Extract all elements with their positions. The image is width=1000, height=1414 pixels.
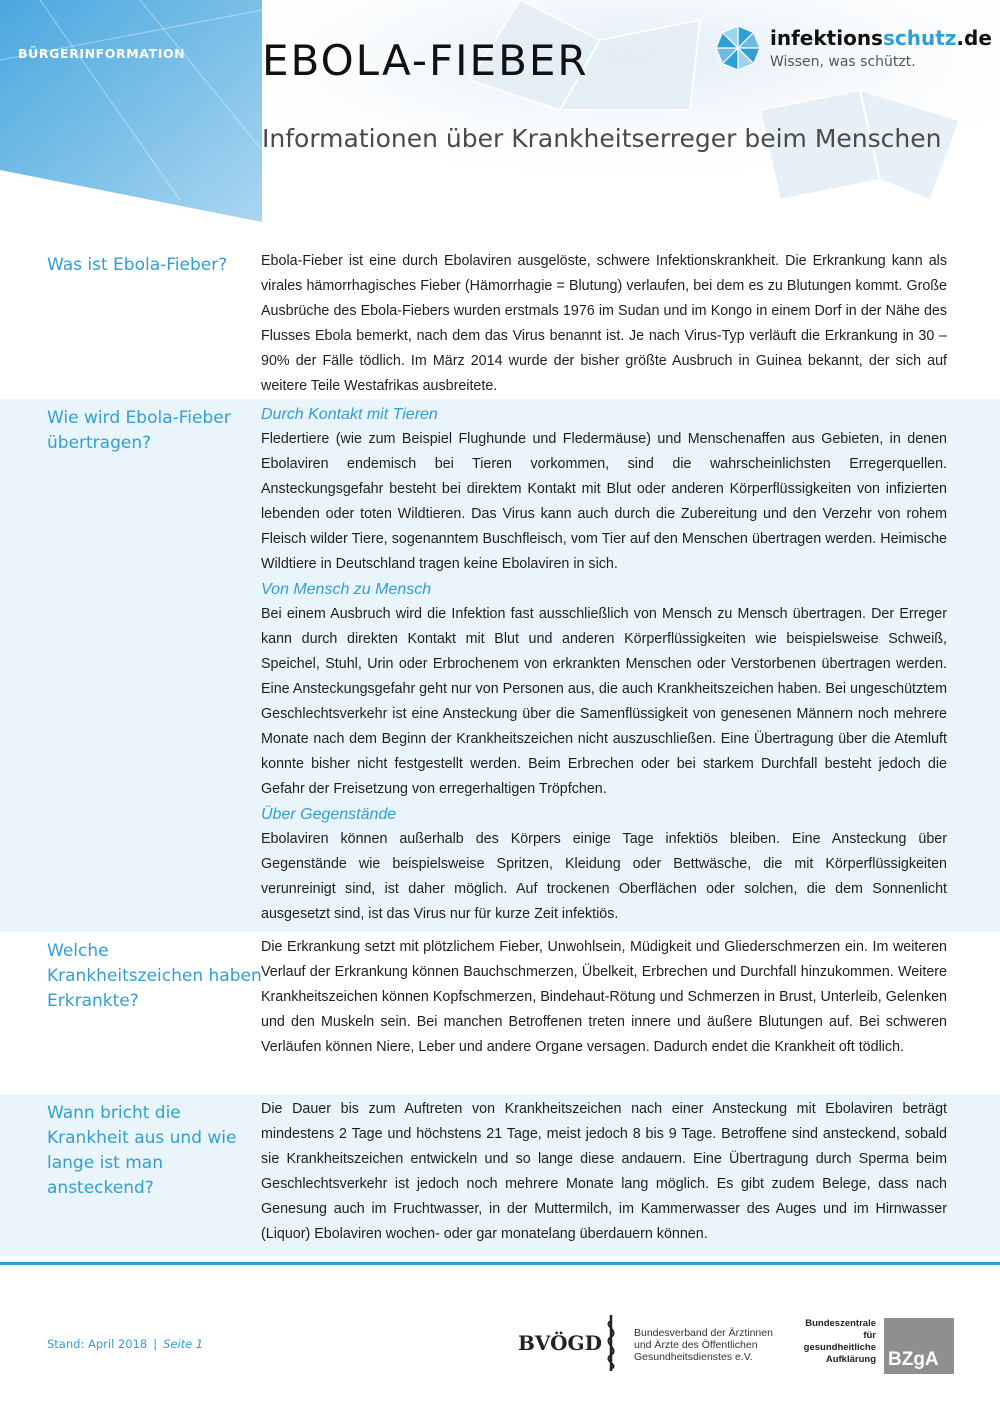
answer-paragraph: Die Erkrankung setzt mit plötzlichem Fieber, Unwohlsein, Müdigkeit und Gliederschmerzen ein. Im weiteren Verlauf der Erkrankung können Bauchschmerzen, Übelkeit, Erbrechen und Durchfall hinzukommen. Weitere Krankheitszeichen können Kopfschmerzen, Bindehaut-Rötung und Schmerzen in Brust, Unterleib, Gelenken und den Muskeln sein. Bei manchen Betroffenen treten innere und äußere Blutungen auf. Bei schweren Verläufen können Niere, Leber und andere Organe versagen. Dadurch endet die Krankheit oft tödlich. [261, 939, 947, 1055]
subsection-heading: Über Gegenstände [261, 806, 397, 823]
section-answer [261, 1094, 999, 1256]
answer-paragraph: Bei einem Ausbruch wird die Infektion fast ausschließlich von Mensch zu Mensch übertragen. Der Erreger kann durch direkten Kontakt mit Blut und anderen Körperflüssigkeiten wie beispielsweise Schweiß, Speichel, Stuhl, Urin oder Erbrochenem von erkrankten Menschen oder Verstorbenen übertragen werden. Eine Ansteckungsgefahr geht nur von Personen aus, die auch Krankheitszeichen haben. Bei ungeschütztem Geschlechtsverkehr ist eine Ansteckung über die Samenflüssigkeit von genesenen Männern noch mehrere Monate nach dem Beginn der Krankheitszeichen nicht auszuschließen. Eine Übertragung über die Atemluft konnte bisher nicht festgestellt werden. Beim Erbrechen oder bei starkem Durchfall besteht jedoch die Gefahr der Freisetzung von erregerhaltigen Tröpfchen. [261, 606, 947, 797]
subsection-heading: Von Mensch zu Mensch [261, 581, 432, 598]
footer-divider [0, 1262, 1000, 1265]
status-separator: | [153, 1337, 158, 1351]
answer-paragraph: Ebola-Fieber ist eine durch Ebolaviren ausgelöste, schwere Infektionskrankheit. Die Erkrankung kann als virales hämorrhagisches Fieber (Hämorrhagie = Blutung) verlaufen, bei dem es zu Blutungen kommt. Große Ausbrüche des Ebola-Fiebers wurden erstmals 1976 im Sudan und im Kongo in einem Dorf in der Nähe des Flusses Ebola bemerkt, nach dem das Virus benannt ist. Je nach Virus-Typ verläuft die Erkrankung in 30 – 90% der Fälle tödlich. Im März 2014 wurde der bisher größte Ausbruch in Guinea bekannt, der sich auf weitere Teile Westafrikas ausbreitete. [261, 253, 947, 394]
section-question: Wann bricht die Krankheit aus und wie lange ist man ansteckend? [47, 1103, 237, 1198]
page-number: Seite 1 [163, 1337, 204, 1351]
bvoegd-fullname: Bundesverband der Ärztinnen und Ärzte des Öffentlichen Gesundheitsdienstes e.V. [634, 1327, 773, 1363]
status-date: Stand: April 2018 [47, 1337, 148, 1351]
brand-logo[interactable] [714, 24, 992, 80]
bzga-fullname: Bundeszentrale für gesundheitliche Aufklärung [803, 1318, 876, 1365]
brand-tagline: Wissen, was schützt. [770, 54, 916, 70]
bvoegd-logo [518, 1313, 778, 1373]
section-what-is [0, 246, 1000, 399]
subsection-heading: Durch Kontakt mit Tieren [261, 406, 438, 423]
section-answer [261, 932, 999, 1094]
section-question: Was ist Ebola-Fieber? [47, 255, 228, 275]
answer-paragraph: Ebolaviren können außerhalb des Körpers einige Tage infektiös bleiben. Eine Ansteckung über Gegenstände wie beispielsweise Spritzen, Kleidung oder Bettwäsche, die mit Körperflüssigkeiten verunreinigt sind, ist daher möglich. Auf trockenen Oberflächen oder solchen, die dem Sonnenlicht ausgesetzt sind, ist das Virus nur für kurze Zeit infektiös. [261, 831, 947, 922]
bzga-abbreviation: BZgA [888, 1349, 939, 1370]
section-answer [261, 246, 999, 399]
section-question: Wie wird Ebola-Fieber übertragen? [47, 408, 231, 453]
content-table [0, 246, 1000, 1256]
answer-paragraph: Die Dauer bis zum Auftreten von Krankheitszeichen nach einer Ansteckung mit Ebolaviren beträgt mindestens 2 Tage und höchstens 21 Tage, meist jedoch 8 bis 9 Tage. Betroffene sind ansteckend, sobald sie Krankheitszeichen entwickeln und so lange diese andauern. Eine Übertragung durch Sperma beim Geschlechtsverkehr ist jedoch noch mehrere Monate lang möglich. Es gibt zudem Belege, dass nach Genesung auch im Fruchtwasser, in der Muttermilch, im Kammerwasser des Auges und im Hirnwasser (Liquor) Ebolaviren wochen- oder gar monatelang überdauern können. [261, 1101, 947, 1242]
section-transmission [0, 399, 1000, 932]
umbrella-logo-icon [714, 24, 762, 72]
bzga-badge [884, 1318, 954, 1374]
footer-status [47, 1337, 203, 1351]
answer-paragraph: Fledertiere (wie zum Beispiel Flughunde und Fledermäuse) und Menschenaffen aus Gebieten, in denen Ebolaviren endemisch bei Tieren vorkommen, sind die wahrscheinlichsten Erregerquellen. Ansteckungsgefahr besteht bei direktem Kontakt mit Blut oder anderen Körperflüssigkeiten von infizierten lebenden oder toten Wildtieren. Das Virus kann auch durch die Zubereitung und den Verzehr von rohem Fleisch wilder Tiere, sogenanntem Buschfleisch, vom Tier auf den Menschen übertragen werden. Heimische Wildtiere in Deutschland tragen keine Ebolaviren in sich. [261, 431, 947, 572]
section-question: Welche Krankheitszeichen haben Erkrankte? [47, 941, 262, 1011]
section-answer [261, 399, 999, 932]
document-kicker: BÜRGERINFORMATION [18, 46, 186, 61]
page-title: EBOLA-FIEBER [262, 36, 589, 85]
section-incubation [0, 1094, 1000, 1256]
bvoegd-abbreviation: BVÖGD [518, 1331, 602, 1355]
staff-of-asclepius-icon [598, 1313, 624, 1373]
bzga-logo [800, 1318, 954, 1376]
page-subtitle: Informationen über Krankheitserreger beim Menschen [262, 124, 942, 153]
brand-name: infektionsschutz.de [770, 26, 992, 50]
section-symptoms [0, 932, 1000, 1094]
